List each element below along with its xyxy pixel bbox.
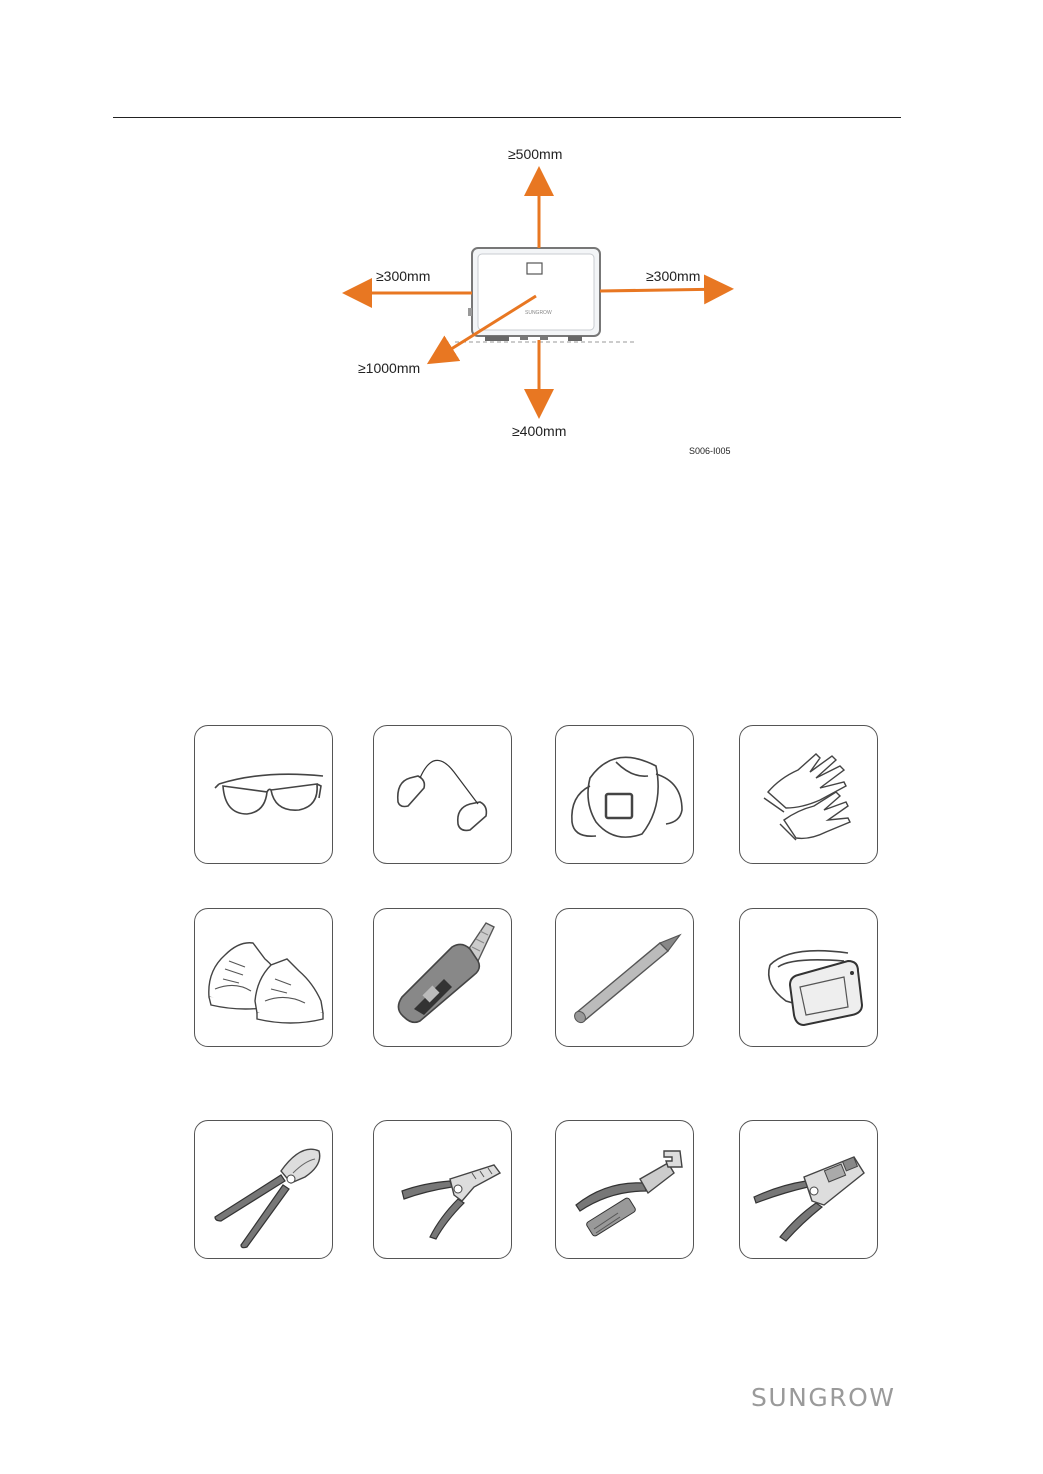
tool-tile-dust-mask	[555, 725, 694, 864]
hydraulic-crimper-icon	[556, 1121, 692, 1257]
protective-gloves-icon	[740, 726, 876, 862]
bottom-clearance-label: ≥400mm	[512, 423, 567, 439]
sungrow-logo: SUNGROW	[751, 1383, 896, 1412]
esd-wrist-strap-icon	[740, 909, 876, 1045]
safety-shoes-icon	[195, 909, 331, 1045]
utility-knife-icon	[374, 909, 510, 1045]
rj45-crimping-tool-icon	[740, 1121, 876, 1257]
tool-tile-wire-stripper	[373, 1120, 512, 1259]
dust-mask-icon	[556, 726, 692, 862]
tool-tile-safety-shoes	[194, 908, 333, 1047]
tool-tile-rj45-crimper	[739, 1120, 878, 1259]
tool-tile-gloves	[739, 725, 878, 864]
marker-icon	[556, 909, 692, 1045]
header-rule	[113, 117, 901, 118]
clearance-diagram	[330, 140, 750, 460]
tool-tile-hydraulic-crimper	[555, 1120, 694, 1259]
svg-text:SUNGROW: SUNGROW	[525, 310, 552, 316]
tool-tile-marker	[555, 908, 694, 1047]
tool-tile-earplugs	[373, 725, 512, 864]
left-clearance-label: ≥300mm	[376, 268, 431, 284]
earplugs-icon	[374, 726, 510, 862]
tool-tile-utility-knife	[373, 908, 512, 1047]
figure-code: S006-I005	[689, 446, 731, 456]
right-clearance-label: ≥300mm	[646, 268, 701, 284]
goggles-icon	[195, 726, 331, 862]
front-clearance-label: ≥1000mm	[358, 360, 421, 376]
wire-stripper-icon	[374, 1121, 510, 1257]
top-clearance-label: ≥500mm	[508, 146, 563, 162]
wire-cutter-icon	[195, 1121, 331, 1257]
tool-tile-wire-cutter	[194, 1120, 333, 1259]
tool-tile-wrist-strap	[739, 908, 878, 1047]
tool-tile-goggles	[194, 725, 333, 864]
